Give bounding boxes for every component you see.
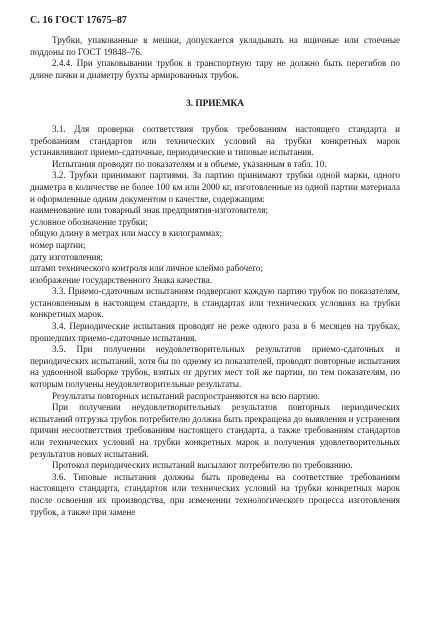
list-item: условное обозначение трубки; xyxy=(30,216,148,227)
paragraph-2-4-4: 2.4.4. При упаковывании трубок в транспортную тару не должно быть перегибов по длине пачки и диаметру бухты армированных трубок. xyxy=(30,58,400,80)
paragraph-3-3: 3.3. Приемо-сдаточным испытаниям подвергают каждую партию трубок по показателям, установленным в настоящем стандарте, в стандартах или технических условиях на трубки конкретных марок. xyxy=(30,286,400,320)
paragraph-3-5-protocol: Протокол периодических испытаний высылают потребителю по требованию. xyxy=(52,460,353,471)
paragraph-3-5-results: Результаты повторных испытаний распространяются на всю партию. xyxy=(52,390,320,401)
list-item: штамп технического контроля или личное клеймо рабочего; xyxy=(30,263,263,274)
paragraph: Трубки, упакованные в мешки, допускается укладывать на ящичные или стоечные поддоны по ГОСТ 19848–76. xyxy=(30,35,400,57)
page-header: С. 16 ГОСТ 17675–87 xyxy=(30,15,128,26)
paragraph-3-4: 3.4. Периодические испытания проводят не реже одного раза в 6 месяцев на трубках, прошедших приемо-сдаточные испытания. xyxy=(30,321,400,343)
list-item: номер партии; xyxy=(30,239,86,250)
paragraph-3-6: 3.6. Типовые испытания должны быть проведены на соответствие требованиям настоящего стандарта, стандартов или технических условий на трубки конкретных марок после освоения их производства, при изменении технологического процесса изготовления трубок, а также при замене xyxy=(30,471,400,517)
paragraph-3-5-shipment: При получении неудовлетворительных результатов повторных периодических испытаний отгрузка трубок потребителю должна быть прекращена до выявления и устранения причин несоответствия требованиям настоящего стандарта, а также требованиям стандартов или технических условий на трубки конкретных марок и получения удовлетворительных результатов новых испытаний. xyxy=(30,402,400,459)
paragraph-3-2: 3.2. Трубки принимают партиями. За партию принимают трубки одной марки, одного диаметра в количестве не более 100 км или 2000 кг, изготовленные из одной партии материала и оформленные одним документом о качестве, содержащим: xyxy=(30,170,400,204)
section-title: 3. ПРИЕМКА xyxy=(186,99,244,110)
list-item: дату изготовления; xyxy=(30,251,104,262)
quality-document-list xyxy=(30,205,400,286)
list-item: изображение государственного Знака качества. xyxy=(30,274,213,285)
document-body xyxy=(30,35,400,518)
paragraph-3-1-tests: Испытания проводят по показателям и в объеме, указанным в табл. 10. xyxy=(52,158,327,169)
list-item: наименование или товарный знак предприятия-изготовителя; xyxy=(30,205,268,216)
list-item: общую длину в метрах или массу в килограммах; xyxy=(30,228,223,239)
paragraph-3-1: 3.1. Для проверки соответствия трубок требованиям настоящего стандарта и требованиям стандартов или технических условий на трубки конкретных марок устанавливают приемо-сдаточные, периодические и типовые испытания. xyxy=(30,123,400,158)
paragraph-3-5: 3.5. При получении неудовлетворительных результатов приемо-сдаточных и периодических испытаний, хотя бы по одному из показателей, проводят повторные испытания на удвоенной выборке трубок, взятых от других мест той же партии, по тем показателям, по которым получены неудовлетворительные результаты. xyxy=(30,344,400,390)
